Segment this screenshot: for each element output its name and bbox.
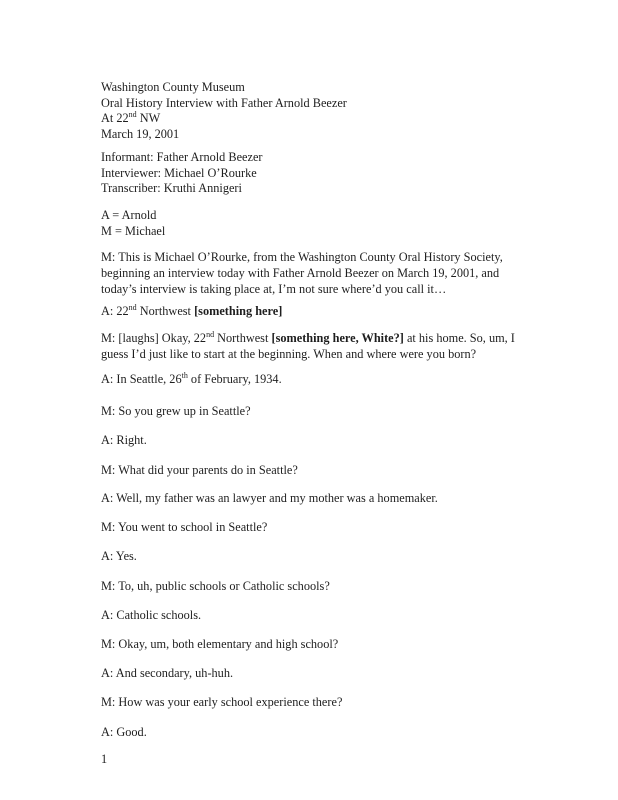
page-number: 1 [101,752,108,766]
p4-sup: th [181,371,188,380]
header-title: Oral History Interview with Father Arnold Beezer [101,95,347,110]
p2-text: A: 22 [101,304,129,318]
transcript-paragraph: A: Right. [101,433,147,447]
p4-text-post: of February, 1934. [187,372,282,386]
p3-sup: nd [206,330,215,339]
transcript-paragraph: A: Yes. [101,549,137,563]
p3-text-post: at his home. So, um, I guess I’d just like to start at the beginning. When and where were you born? [101,331,515,361]
transcript-paragraph [101,330,531,362]
document-header [101,80,347,143]
header-location-sup: nd [128,110,137,120]
transcript-paragraph: M: How was your early school experience there? [101,695,343,709]
header-museum: Washington County Museum [101,80,245,94]
header-location-suffix: NW [136,111,161,126]
header-location-text: At 22 [101,111,129,126]
p3-text: M: [laughs] Okay, 22 [101,331,207,345]
header-date: March 19, 2001 [101,127,180,142]
legend-michael: M = Michael [101,223,166,238]
p3-bold-note: [something here, White?] [271,331,404,345]
interview-metadata [101,150,263,197]
transcript-paragraph: A: And secondary, uh-huh. [101,666,234,680]
interviewer-line: Interviewer: Michael O’Rourke [101,165,257,180]
transcript-paragraph: M: Okay, um, both elementary and high school? [101,637,339,651]
transcript-paragraph: A: Catholic schools. [101,608,202,622]
transcript-paragraph: M: What did your parents do in Seattle? [101,463,298,477]
transcript-paragraph: A: Well, my father was an lawyer and my mother was a homemaker. [101,491,438,505]
speaker-legend [101,208,165,239]
p3-text-mid: Northwest [214,331,272,345]
transcript-paragraph [101,371,531,387]
p4-text: A: In Seattle, 26 [101,372,182,386]
transcript-paragraph: M: You went to school in Seattle? [101,520,268,534]
transcript-paragraph: M: So you grew up in Seattle? [101,404,251,418]
transcriber-line: Transcriber: Kruthi Annigeri [101,181,242,196]
p2-text-mid: Northwest [136,304,195,318]
transcript-paragraph: M: This is Michael O’Rourke, from the Washington County Oral History Society, beginning an interview today with Father Arnold Beezer on March 19, 2001, and today’s interview is taking place at, I’m not sure where’d you call it… [101,250,503,296]
legend-arnold: A = Arnold [101,208,157,222]
transcript-paragraph: M: To, uh, public schools or Catholic schools? [101,579,330,593]
informant-line: Informant: Father Arnold Beezer [101,150,263,164]
p2-sup: nd [128,303,137,312]
transcript-paragraph [101,303,531,319]
p2-bold-note: [something here] [194,304,283,318]
header-location [101,111,347,127]
transcript-paragraph: A: Good. [101,725,147,739]
